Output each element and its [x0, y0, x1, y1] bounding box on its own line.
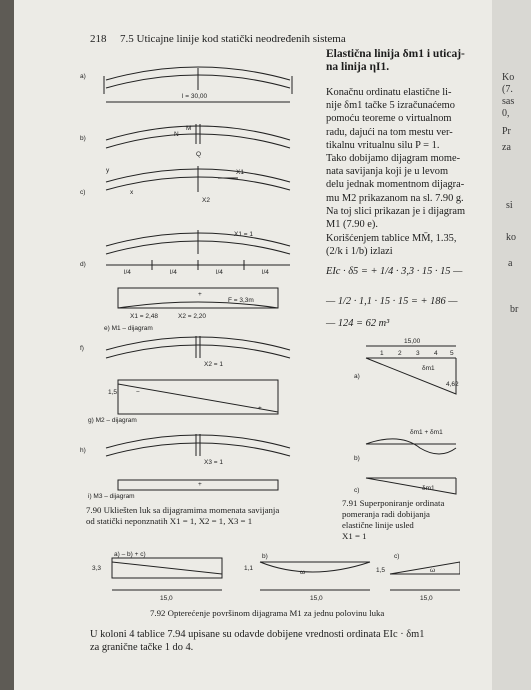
label-a: a) – b) + c) — [114, 551, 146, 558]
label-f: f) — [80, 345, 84, 352]
label-val-33: F = 3,3m — [228, 297, 254, 304]
label-x1: X1 — [236, 169, 244, 176]
label-x3-eq: X3 = 1 — [204, 459, 223, 466]
label-a: a) — [80, 73, 86, 80]
label-quarter-1: l/4 — [124, 269, 131, 276]
label-x2: X2 — [202, 197, 210, 204]
page-number: 218 — [90, 33, 107, 45]
opp-line-2: (7. — [502, 84, 513, 95]
section-heading: Elastična linija δm1 i uticaj- na linija ηI1. — [326, 48, 465, 73]
label-v2: 1,1 — [244, 565, 254, 572]
opp-line-10: br — [510, 304, 519, 315]
formula-line-2: — 1/2 · 1,1 · 15 · 15 = + 186 — — [326, 296, 458, 307]
label-c: c) — [394, 553, 400, 560]
label-c: c) — [80, 189, 86, 196]
label-plus-i: + — [198, 481, 202, 488]
label-dm1-a: δm1 — [422, 365, 435, 372]
label-d3: 15,0 — [420, 595, 433, 602]
opp-line-7: si — [506, 200, 513, 211]
label-tick-3: 3 — [416, 350, 420, 357]
label-x2-eq: X2 = 1 — [204, 361, 223, 368]
figure-7-92 — [90, 548, 460, 608]
opp-line-5: Pr — [502, 126, 511, 137]
opposite-page — [492, 0, 531, 690]
formula-line-3: — 124 = 62 m³ — [326, 318, 390, 329]
label-quarter-4: l/4 — [262, 269, 269, 276]
figure-7-90 — [78, 60, 308, 500]
label-val-248: X1 = 2,48 — [130, 313, 159, 320]
label-y: y — [106, 167, 110, 174]
label-h: h) — [80, 447, 86, 454]
caption-7-92: 7.92 Opterećenje površinom dijagrama M1 za jednu polovinu luka — [150, 608, 385, 618]
label-top-dim: 15,00 — [404, 338, 421, 345]
label-tick-5: 5 — [450, 350, 454, 357]
label-q: Q — [196, 151, 202, 158]
label-d1: 15,0 — [160, 595, 173, 602]
label-minus-g: − — [136, 389, 140, 396]
label-a: a) — [354, 373, 360, 380]
label-x: x — [130, 189, 134, 196]
formula-line-1: EIc · δ5 = + 1/4 · 3,3 · 15 · 15 — — [326, 266, 463, 277]
label-x1-eq: X1 = 1 — [234, 231, 253, 238]
label-i: i) M3 – dijagram — [88, 493, 135, 500]
label-c: c) — [354, 487, 360, 494]
label-span: l = 30,00 — [182, 93, 208, 100]
caption-7-90: 7.90 Ukliešten luk sa dijagramima momenata savijanja od statički neponznatih X1 = 1, X2 = 1, X3 = 1 — [86, 505, 280, 526]
book-page — [14, 0, 492, 690]
label-v1: 3,3 — [92, 565, 102, 572]
label-tick-1: 1 — [380, 350, 384, 357]
opp-line-3: sas — [502, 96, 515, 107]
label-w1: ω — [300, 569, 306, 576]
figure-7-91 — [350, 336, 460, 496]
label-side: 4,62 — [446, 381, 459, 388]
label-d: d) — [80, 261, 86, 268]
opp-line-1: Ko — [502, 72, 515, 83]
label-d2: 15,0 — [310, 595, 323, 602]
label-b: b) — [354, 455, 360, 462]
opp-line-6: za — [502, 142, 511, 153]
label-plus-g: + — [258, 405, 262, 412]
label-quarter-3: l/4 — [216, 269, 223, 276]
label-b: b) — [262, 553, 268, 560]
label-v3: 1,5 — [376, 567, 386, 574]
label-w2: ω — [430, 567, 436, 574]
label-val-15: 1,5 — [108, 389, 118, 396]
running-title: 7.5 Uticajne linije kod statički neodređenih sistema — [120, 33, 346, 45]
label-val-220: X2 = 2,20 — [178, 313, 207, 320]
label-n: N — [174, 131, 179, 138]
caption-7-91: 7.91 Superponiranje ordinata pomeranja radi dobijanja elastične linije usled X1 = 1 — [342, 498, 445, 541]
label-tick-2: 2 — [398, 350, 402, 357]
opp-line-9: a — [508, 258, 513, 269]
label-quarter-2: l/4 — [170, 269, 177, 276]
label-g: g) M2 – dijagram — [88, 417, 137, 424]
label-m: M — [186, 125, 192, 132]
paragraph-2: Korišćenjem tablice MM̄, 1.35, (2/k i 1/b) izlazi — [326, 233, 457, 258]
label-e: e) M1 – dijagram — [104, 325, 153, 332]
label-b: b) — [80, 135, 86, 142]
bottom-paragraph: U koloni 4 tablice 7.94 upisane su odavde dobijene vrednosti ordinata EIc · δm1 za granične tačke 1 do 4. — [90, 629, 425, 654]
label-dm1-pair: δm1 + δm1 — [410, 429, 443, 436]
label-tick-4: 4 — [434, 350, 438, 357]
label-dm1-c: δm1 — [422, 485, 435, 492]
label-plus-e: + — [198, 291, 202, 298]
paragraph: Konačnu ordinatu elastične li- nije δm1 tačke 5 izračunaćemo pomoću teoreme o virtualnom radu, dajući na tom mestu ver- tikalnu vritualnu silu P = 1. Tako dobijamo dijagram mome- nata savijanja koji je u levom delu jednak momentnom dijagra- mu M2 prikazanom na sl. 7.90 g. Na toj slici prikazan je i dijagram M1 (7.90 e). — [326, 87, 466, 231]
opp-line-8: ko — [506, 232, 516, 243]
opp-line-4: 0, — [502, 108, 510, 119]
